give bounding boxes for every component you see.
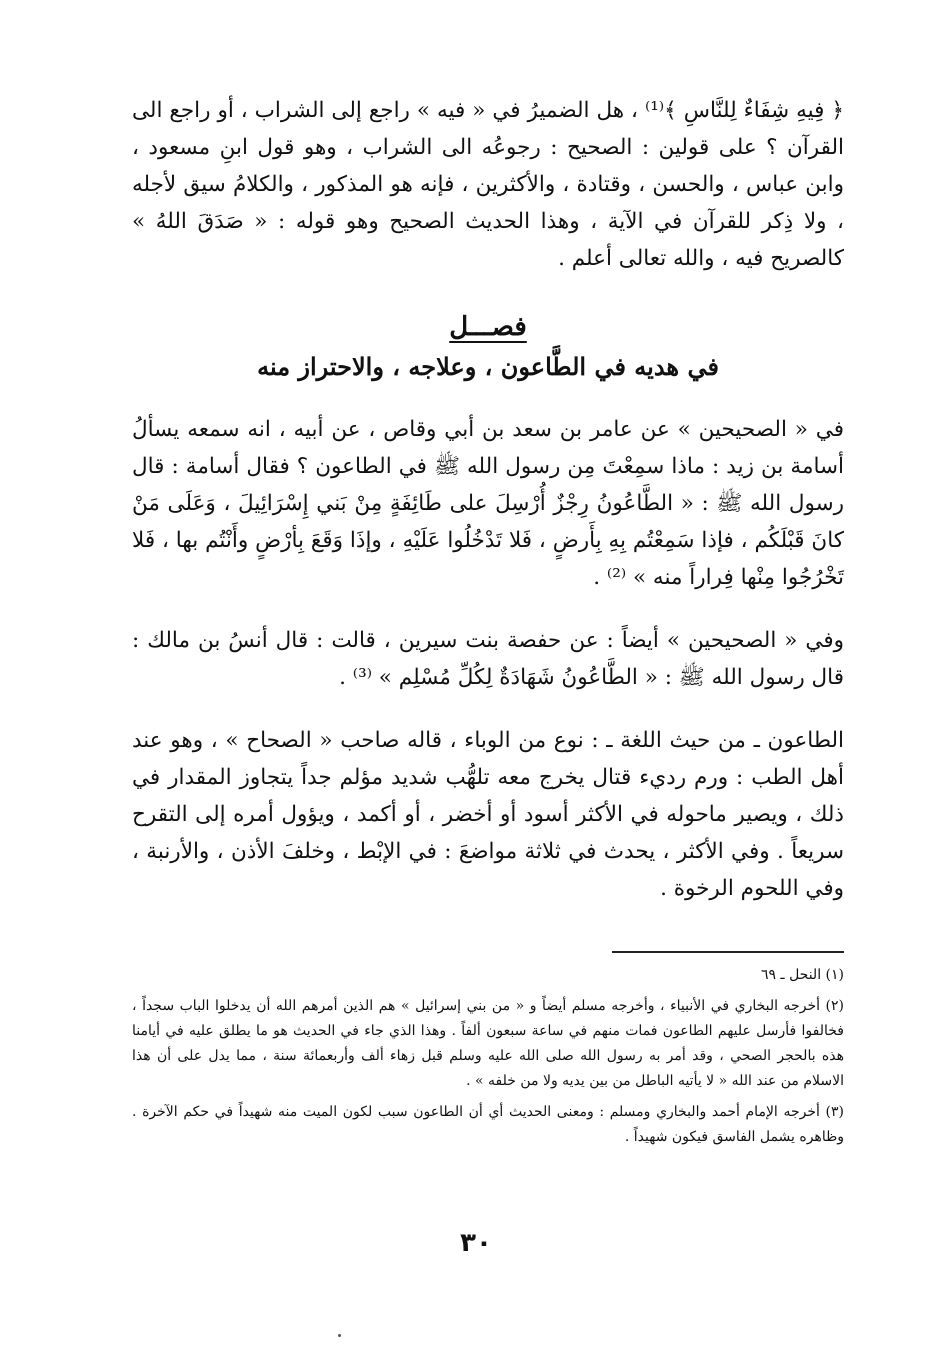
section-subtitle: في هديه في الطَّاعون ، وعلاجه ، والاحتراز منه [257,352,719,381]
scan-speck [338,1334,341,1337]
page-body [132,92,844,1156]
footnote-1: (١) النحل ـ ٦٩ [761,967,844,983]
paragraph-hadith-anas: وفي « الصحيحين » أيضاً : عن حفصة بنت سيرين ، قالت : قال أنسُ بن مالك : قال رسول الله ﷺ : « الطَّاعُونُ شَهَادَةٌ لِكُلِّ مُسْلِم » ⁽³⁾ . [132,628,844,690]
footnote-3: (٣) أخرجه الإمام أحمد والبخاري ومسلم : ومعنى الحديث أي أن الطاعون سبب لكون الميت منه شهيداً في حكم الآخرة . وظاهره يشمل الفاسق فيكون شهيداً . [132,1104,845,1145]
section-title: فصـــل [449,312,527,342]
footnote-divider [612,951,844,953]
footnote-2: (٢) أخرجه البخاري في الأنبياء ، وأخرجه مسلم أيضاً و « من بني إسرائيل » هم الذين أمرهم الله أن يدخلوا الباب سجداً ، فخالفوا فأرسل عليهم الطاعون فمات منهم في ساعة سبعون ألفاً . وهذا الذي جاء في الحديث هو ما يطلق عليه في أيامنا هذه بالحجر الصحي ، وقد أمر به رسول الله صلى الله عليه وسلم قبل زهاء ألف وأربعمائة سنة ، مما يدل على أن هذا الاسلام من عند الله « لا يأتيه الباطل من بين يديه ولا من خلفه » . [132,998,844,1089]
paragraph-hadith-sahihain: في « الصحيحين » عن عامر بن سعد بن أبي وقاص ، عن أبيه ، انه سمعه يسألُ أسامة بن زيد : ماذا سمِعْتَ مِن رسول الله ﷺ في الطاعون ؟ فقال أسامة : قال رسول الله ﷺ : « الطَّاعُونُ رِجْزٌ أُرْسِلَ على طَائِفَةٍ مِنْ بَني إِسْرَائِيلَ ، وَعَلَى مَنْ كانَ قَبْلَكُم ، فإذا سَمِعْتُم بِهِ بِأَرضٍ ، فَلا تَدْخُلُوا عَلَيْهِ ، وإذَا وَقَعَ بِأرْضٍ وأَنْتُم بها ، فَلا تَخْرُجُوا مِنْها فِراراً منه » ⁽²⁾ . [132,417,844,590]
paragraph-definition: الطاعون ـ من حيث اللغة ـ : نوع من الوباء ، قاله صاحب « الصحاح » ، وهو عند أهل الطب : ورم رديء قتال يخرج معه تلهُّب شديد مؤلم جداً يتجاوز المقدار في ذلك ، ويصير ماحوله في الأكثر أسود أو أخضر ، أو أكمد ، ويؤول أمره إلى التقرح سريعاً . وفي الأكثر ، يحدث في ثلاثة مواضعَ : في الإبْط ، وخلفَ الأذن ، والأرنبة ، وفي اللحوم الرخوة . [132,728,844,901]
page-number: ٣٠ [460,1228,492,1258]
intro-paragraph: ﴿ فِيهِ شِفَاءٌ لِلنَّاسِ ﴾⁽¹⁾ ، هل الضميرُ في « فيه » راجع إلى الشراب ، أو راجع الى القرآن ؟ على قولين : الصحيح : رجوعُه الى الشراب ، وهو قول ابنِ مسعود ، وابن عباس ، والحسن ، وقتادة ، والأكثرين ، فإنه هو المذكور ، والكلامُ سيق لأجله ، ولا ذِكر للقرآن في الآية ، وهذا الحديث الصحيح وهو قوله : « صَدَقَ اللهُ » كالصريح فيه ، والله تعالى أعلم . [132,98,844,271]
